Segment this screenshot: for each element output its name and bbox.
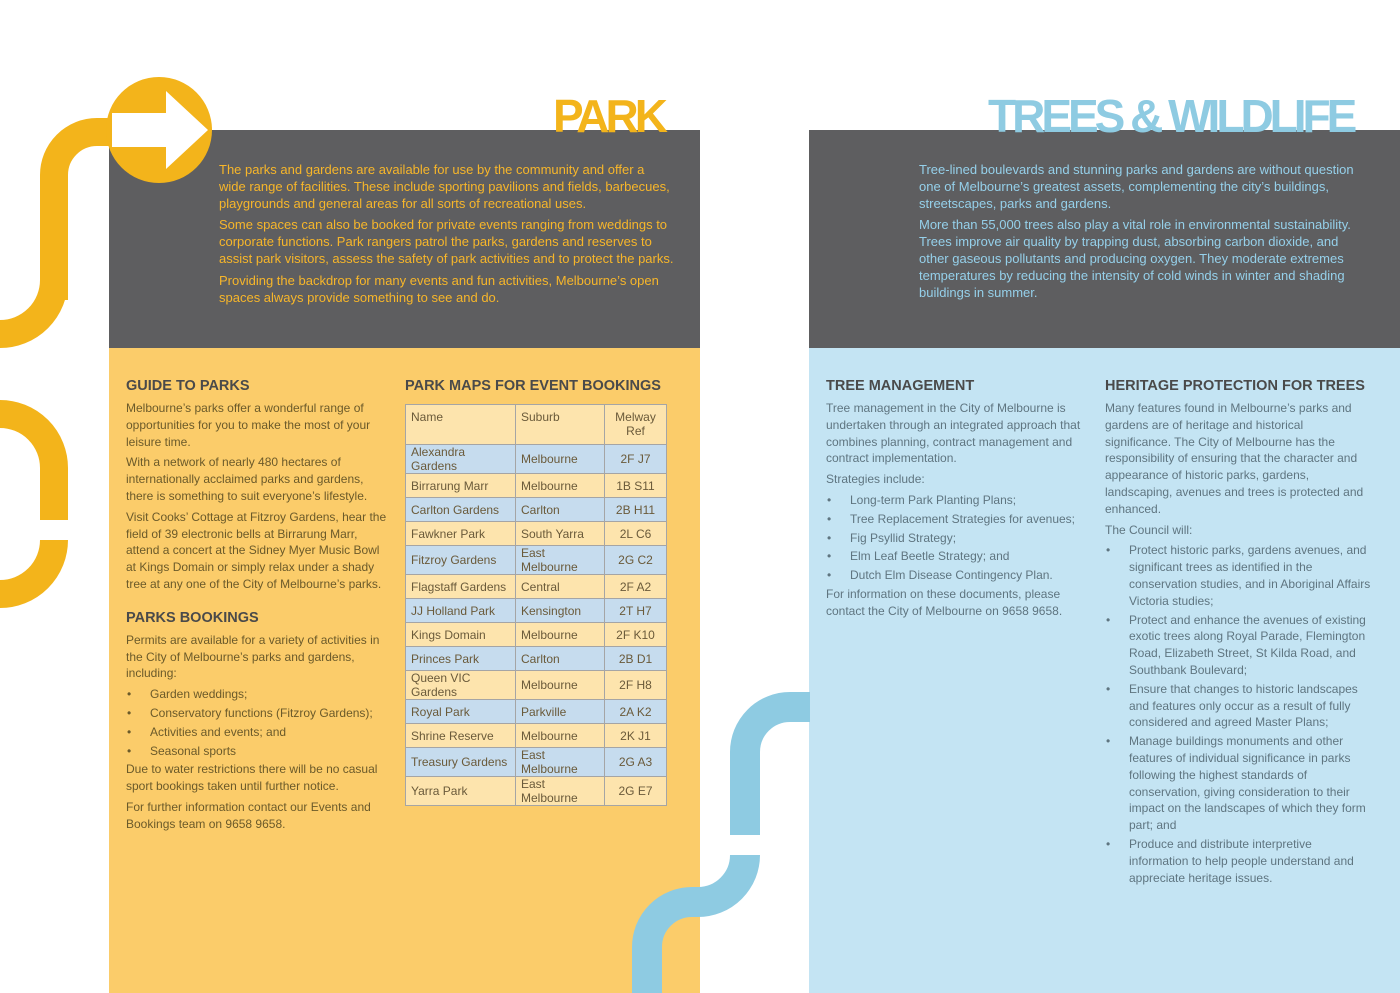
- tree-management-section: [826, 378, 1092, 624]
- cell-name: Kings Domain: [406, 623, 516, 647]
- table-row: [406, 498, 667, 522]
- trees-intro-paragraph: Tree-lined boulevards and stunning parks and gardens are without question one of Melbourne’s greatest assets, complementing the city’s buildings, streetscapes, parks and gardens.: [919, 162, 1354, 211]
- table-row: [406, 546, 667, 575]
- trees-intro-text: [919, 162, 1364, 306]
- park-title: PARK: [553, 90, 664, 142]
- cell-melway-ref: 2K J1: [605, 724, 667, 748]
- park-maps-section: [405, 378, 685, 400]
- list-item: • Manage buildings monuments and other features of individual significance in parks following the highest standards of conservation, giving consideration to their impact on the landscapes of which they form part; and: [1105, 733, 1371, 834]
- guide-to-parks-section: [126, 378, 392, 837]
- list-item: • Activities and events; and: [126, 724, 392, 741]
- park-intro-paragraph: The parks and gardens are available for use by the community and offer a wide range of facilities. These include sporting pavilions and fields, barbecues, playgrounds and general areas for all sorts of recreational uses.: [219, 162, 670, 211]
- cell-suburb: East Melbourne: [516, 546, 605, 575]
- cell-melway-ref: 2G E7: [605, 777, 667, 806]
- list-item: • Long-term Park Planting Plans;: [826, 492, 1092, 509]
- cell-melway-ref: 2B H11: [605, 498, 667, 522]
- list-item: • Fig Psyllid Strategy;: [826, 530, 1092, 547]
- list-item: • Protect historic parks, gardens avenues, and significant trees as identified in the conservation studies, and in Aboriginal Affairs Victoria studies;: [1105, 542, 1371, 609]
- cell-name: Royal Park: [406, 700, 516, 724]
- cell-melway-ref: 2A K2: [605, 700, 667, 724]
- cell-name: Fawkner Park: [406, 522, 516, 546]
- list-item: • Protect and enhance the avenues of existing exotic trees along Royal Parade, Flemington Road, Elizabeth Street, St Kilda Road, and Southbank Boulevard;: [1105, 612, 1371, 679]
- park-maps-table: [405, 404, 667, 806]
- list-item: • Dutch Elm Disease Contingency Plan.: [826, 567, 1092, 584]
- park-intro-paragraph: Some spaces can also be booked for private events ranging from weddings to corporate functions. Park rangers patrol the parks, gardens and reserves to assist park visitors, assess the safety of park activities and to protect the parks.: [219, 217, 674, 266]
- trees-intro-paragraph: More than 55,000 trees also play a vital role in environmental sustainability. Trees improve air quality by trapping dust, absorbing carbon dioxide, and other gaseous pollutants and producing oxygen. They moderate extremes temperatures by reducing the intensity of cold winds in winter and shading buildings in summer.: [919, 217, 1351, 300]
- cell-melway-ref: 2B D1: [605, 647, 667, 671]
- tree-management-contact: For information on these documents, please contact the City of Melbourne on 9658 9658.: [826, 586, 1063, 618]
- cell-suburb: Melbourne: [516, 671, 605, 700]
- table-row: [406, 474, 667, 498]
- cell-suburb: Carlton: [516, 647, 605, 671]
- cell-melway-ref: 2L C6: [605, 522, 667, 546]
- cell-name: Queen VIC Gardens: [406, 671, 516, 700]
- list-item: • Conservatory functions (Fitzroy Gardens);: [126, 705, 392, 722]
- guide-paragraph: With a network of nearly 480 hectares of internationally acclaimed parks and gardens, there is something to suit everyone’s lifestyle.: [126, 455, 368, 503]
- list-item: • Seasonal sports: [126, 743, 392, 760]
- cell-name: Birrarung Marr: [406, 474, 516, 498]
- park-maps-heading: PARK MAPS FOR EVENT BOOKINGS: [405, 378, 661, 394]
- heritage-protection-section: [1105, 378, 1371, 888]
- cell-name: Carlton Gardens: [406, 498, 516, 522]
- cell-melway-ref: 2F A2: [605, 575, 667, 599]
- column-header-suburb: Suburb: [516, 405, 605, 445]
- park-intro-paragraph: Providing the backdrop for many events and fun activities, Melbourne’s open spaces always provide something to see and do.: [219, 272, 659, 305]
- cell-suburb: Melbourne: [516, 623, 605, 647]
- council-label: The Council will:: [1105, 522, 1193, 537]
- bookings-intro: Permits are available for a variety of activities in the City of Melbourne’s parks and gardens, including:: [126, 632, 380, 681]
- parks-bookings-heading: PARKS BOOKINGS: [126, 609, 259, 626]
- table-row: [406, 724, 667, 748]
- heritage-protection-heading: HERITAGE PROTECTION FOR TREES: [1105, 378, 1365, 394]
- column-header-name: Name: [406, 405, 516, 445]
- list-item: • Tree Replacement Strategies for avenues;: [826, 511, 1092, 528]
- guide-to-parks-heading: GUIDE TO PARKS: [126, 378, 250, 394]
- cell-suburb: East Melbourne: [516, 748, 605, 777]
- list-item: • Garden weddings;: [126, 686, 392, 703]
- cell-suburb: South Yarra: [516, 522, 605, 546]
- arrow-circle-icon: [104, 77, 214, 187]
- heritage-intro: Many features found in Melbourne’s parks and gardens are of heritage and historical significance. The City of Melbourne has the responsibility of ensuring that the character and appearance of historic parks, gardens, landscaping, avenues and trees is protected and enhanced.: [1105, 401, 1364, 516]
- cell-suburb: East Melbourne: [516, 777, 605, 806]
- cell-suburb: Kensington: [516, 599, 605, 623]
- cell-melway-ref: 2F H8: [605, 671, 667, 700]
- cell-melway-ref: 2G C2: [605, 546, 667, 575]
- cell-name: Fitzroy Gardens: [406, 546, 516, 575]
- cell-suburb: Melbourne: [516, 724, 605, 748]
- table-row: [406, 671, 667, 700]
- strategies-label: Strategies include:: [826, 472, 925, 487]
- cell-name: Princes Park: [406, 647, 516, 671]
- guide-paragraph: Visit Cooks’ Cottage at Fitzroy Gardens, hear the field of 39 electronic bells at Birrarung Marr, attend a concert at the Sidney Myer Music Bowl at Kings Domain or simply relax under a shady tree at any one of the City of Melbourne’s parks.: [126, 509, 387, 591]
- cell-name: JJ Holland Park: [406, 599, 516, 623]
- cell-melway-ref: 2T H7: [605, 599, 667, 623]
- cell-suburb: Melbourne: [516, 474, 605, 498]
- cell-suburb: Melbourne: [516, 445, 605, 474]
- table-row: [406, 599, 667, 623]
- list-item: • Elm Leaf Beetle Strategy; and: [826, 548, 1092, 565]
- table-row: [406, 700, 667, 724]
- cell-suburb: Central: [516, 575, 605, 599]
- cell-melway-ref: 2F K10: [605, 623, 667, 647]
- table-row: [406, 445, 667, 474]
- table-row: [406, 647, 667, 671]
- bookings-note: Due to water restrictions there will be no casual sport bookings taken until further notice.: [126, 762, 378, 794]
- cell-name: Alexandra Gardens: [406, 445, 516, 474]
- column-header-melway-ref: Melway Ref: [605, 405, 667, 445]
- cell-melway-ref: 2G A3: [605, 748, 667, 777]
- park-intro-text: [219, 162, 674, 311]
- cell-suburb: Carlton: [516, 498, 605, 522]
- list-item: • Ensure that changes to historic landscapes and features only occur as a result of fully considered and agreed Master Plans;: [1105, 681, 1371, 731]
- tree-management-intro: Tree management in the City of Melbourne is undertaken through an integrated approach that combines planning, contract management and contract implementation.: [826, 401, 1081, 466]
- cell-name: Yarra Park: [406, 777, 516, 806]
- table-row: [406, 777, 667, 806]
- council-list: [1105, 542, 1371, 886]
- cell-melway-ref: 2F J7: [605, 445, 667, 474]
- cell-name: Treasury Gardens: [406, 748, 516, 777]
- table-row: [406, 748, 667, 777]
- cell-name: Shrine Reserve: [406, 724, 516, 748]
- bookings-list: [126, 686, 392, 759]
- table-header-row: [406, 405, 667, 445]
- cell-melway-ref: 1B S11: [605, 474, 667, 498]
- bookings-contact: For further information contact our Events and Bookings team on 9658 9658.: [126, 799, 371, 831]
- park-maps-table-body: [406, 445, 667, 806]
- table-row: [406, 522, 667, 546]
- cell-suburb: Parkville: [516, 700, 605, 724]
- tree-management-heading: TREE MANAGEMENT: [826, 378, 975, 394]
- list-item: • Produce and distribute interpretive information to help people understand and appreciate heritage issues.: [1105, 836, 1371, 886]
- guide-paragraph: Melbourne’s parks offer a wonderful range of opportunities for you to make the most of your leisure time.: [126, 401, 371, 449]
- trees-title: TREES & WILDLIFE: [988, 90, 1354, 142]
- strategies-list: [826, 492, 1092, 584]
- table-row: [406, 575, 667, 599]
- cell-name: Flagstaff Gardens: [406, 575, 516, 599]
- table-row: [406, 623, 667, 647]
